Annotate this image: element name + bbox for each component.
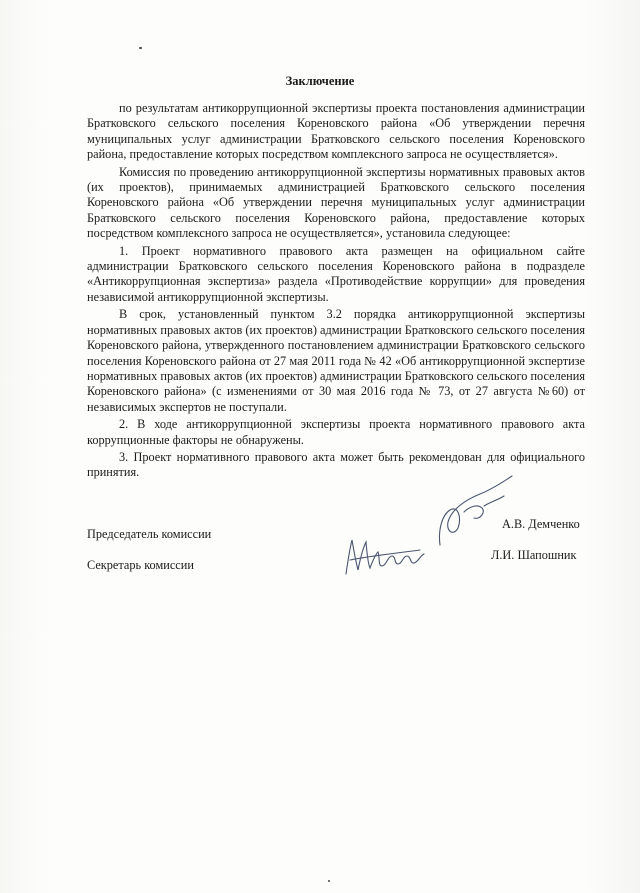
secretary-signature: [340, 530, 430, 580]
scan-speck: [139, 47, 142, 49]
paragraph-item-3: 3. Проект нормативного правового акта может быть рекомендован для официального принятия.: [87, 449, 585, 480]
paragraph-term: В срок, установленный пунктом 3.2 порядка антикоррупционной экспертизы нормативных правовых актов (их проектов) администрации Братковского сельского поселения Кореновского района, утвержденного постановлением администрации Братковского сельского поселения Кореновского района от 27 мая 2011 года № 42 «Об антикоррупционной экспертизе нормативных правовых актов (их проектов) администрации Братковского сельского поселения Кореновского района» (с изменениями от 30 мая 2016 года № 73, от 27 августа №60) от независимых экспертов не поступали.: [87, 307, 585, 414]
document-body: [87, 101, 585, 483]
scan-speck: [328, 880, 330, 882]
secretary-name: Л.И. Шапошник: [491, 548, 577, 562]
chair-name: А.В. Демченко: [502, 517, 580, 531]
document-title: Заключение: [285, 74, 355, 88]
chair-role: Председатель комиссии: [87, 527, 212, 541]
secretary-role: Секретарь комиссии: [87, 558, 194, 572]
paragraph-commission: Комиссия по проведению антикоррупционной экспертизы нормативных правовых актов (их проектов), принимаемых администрацией Братковского сельского поселения Кореновского района «Об утверждении перечня муниципальных услуг администрации Братковского сельского поселения Кореновского района, предоставление которых посредством комплексного запроса не осуществляется», установила следующее:: [87, 164, 585, 241]
paragraph-item-1: 1. Проект нормативного правового акта размещен на официальном сайте администрации Братковского сельского поселения Кореновского района в подразделе «Антикоррупционная экспертиза» раздела «Противодействие коррупции» для проведения независимой антикоррупционной экспертизы.: [87, 243, 585, 304]
paragraph-intro: по результатам антикоррупционной экспертизы проекта постановления администрации Братковского сельского поселения Кореновского района «Об утверждении перечня муниципальных услуг администрации Братковского сельского поселения Кореновского района, предоставление которых посредством комплексного запроса не осуществляется».: [87, 101, 585, 162]
chair-signature: [420, 470, 540, 560]
paragraph-item-2: 2. В ходе антикоррупционной экспертизы проекта нормативного правового акта коррупционные факторы не обнаружены.: [87, 417, 585, 447]
